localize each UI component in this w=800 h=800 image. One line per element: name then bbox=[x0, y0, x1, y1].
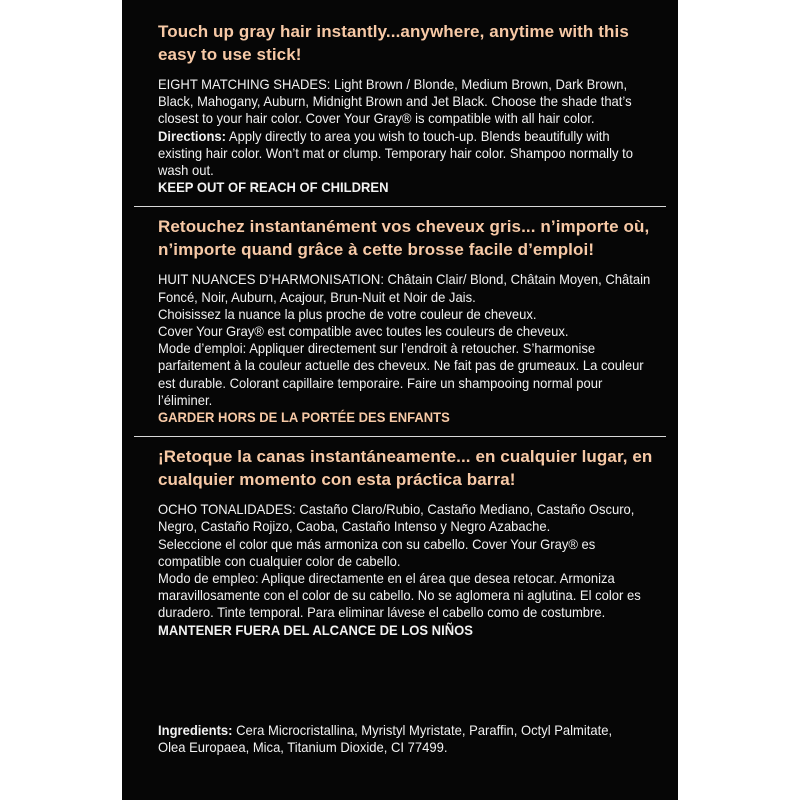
directions-label: Directions: bbox=[158, 127, 227, 144]
english-directions bbox=[158, 128, 656, 180]
directions-text: Apply directly to area you wish to touch-up. Blends beautifully with existing hair color. Won’t mat or clump. Temporary hair color. Shampoo normally to wash out. bbox=[158, 127, 633, 179]
french-directions: Mode d’emploi: Appliquer directement sur l’endroit à retoucher. S’harmonise parfaitement à la couleur actuelle des cheveux. Ne fait pas de grumeaux. La couleur est durable. Colorant capillaire temporaire. Faire un shampooing normal pour l’éliminer. bbox=[158, 340, 644, 408]
ingredients-label: Ingredients: bbox=[158, 722, 233, 738]
divider bbox=[134, 436, 666, 437]
ingredients bbox=[158, 722, 623, 756]
english-body bbox=[158, 76, 656, 196]
english-warning: KEEP OUT OF REACH OF CHILDREN bbox=[158, 179, 389, 196]
french-section bbox=[158, 215, 656, 426]
spanish-shades: OCHO TONALIDADES: Castaño Claro/Rubio, Castaño Mediano, Castaño Oscuro, Negro, Castaño Rojizo, Caoba, Castaño Intenso y Negro Azabache. bbox=[158, 501, 635, 535]
divider bbox=[134, 206, 666, 207]
label-panel bbox=[122, 0, 678, 800]
spanish-warning: MANTENER FUERA DEL ALCANCE DE LOS NIÑOS bbox=[158, 621, 473, 638]
spanish-heading: ¡Retoque la canas instantáneamente... en cualquier lugar, en cualquier momento con esta práctica barra! bbox=[158, 447, 653, 490]
ingredients-text: Cera Microcristallina, Myristyl Myristate, Paraffin, Octyl Palmitate, Olea Europaea, Mica, Titanium Dioxide, CI 77499. bbox=[158, 722, 613, 756]
english-shades: EIGHT MATCHING SHADES: Light Brown / Blonde, Medium Brown, Dark Brown, Black, Mahogany, Auburn, Midnight Brown and Jet Black. Choose the shade that’s closest to your hair color. Cover Your Gray® is compatible with all hair color. bbox=[158, 76, 632, 127]
french-heading: Retouchez instantanément vos cheveux gris... n’importe où, n’importe quand grâce à cette brosse facile d’emploi! bbox=[158, 217, 650, 260]
french-shades: HUIT NUANCES D’HARMONISATION: Châtain Clair/ Blond, Châtain Moyen, Châtain Foncé, Noir, Auburn, Acajour, Brun-Nuit et Noir de Jais. bbox=[158, 271, 651, 305]
spanish-choose: Seleccione el color que más armoniza con su cabello. Cover Your Gray® es compatible con cualquier color de cabello. bbox=[158, 535, 596, 569]
spanish-directions: Modo de empleo: Aplique directamente en el área que desea retocar. Armoniza maravillosamente con el color de su cabello. No se aglomera ni aglutina. El color es duradero. Tinte temporal. Para eliminar lávese el cabello como de costumbre. bbox=[158, 570, 641, 621]
spanish-body bbox=[158, 501, 656, 639]
french-compat: Cover Your Gray® est compatible avec toutes les couleurs de cheveux. bbox=[158, 323, 569, 340]
english-heading: Touch up gray hair instantly...anywhere, anytime with this easy to use stick! bbox=[158, 22, 629, 64]
spanish-section bbox=[158, 445, 656, 639]
french-choose: Choisissez la nuance la plus proche de votre couleur de cheveux. bbox=[158, 305, 537, 322]
french-body bbox=[158, 271, 656, 426]
english-section bbox=[158, 20, 656, 196]
french-warning: GARDER HORS DE LA PORTÉE DES ENFANTS bbox=[158, 409, 450, 426]
